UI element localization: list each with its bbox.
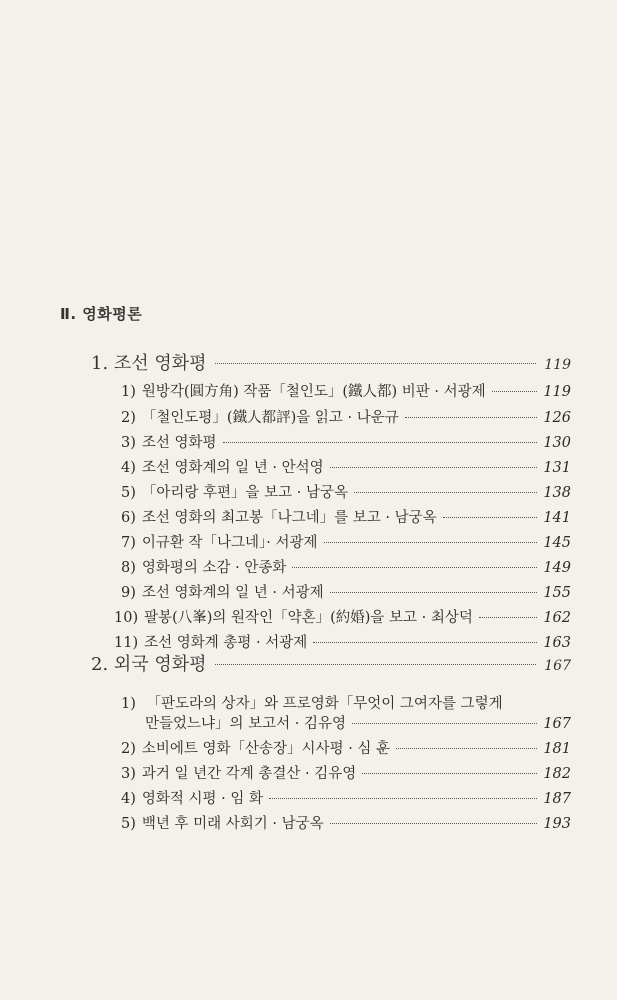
- leader-dots: [443, 517, 538, 518]
- entry-page-number: 119: [543, 384, 571, 400]
- entry-page-number: 138: [543, 485, 571, 501]
- entry-number: 4): [121, 460, 136, 476]
- leader-dots: [215, 363, 537, 364]
- toc-entry: [121, 586, 571, 601]
- entry-page-number: 126: [543, 410, 571, 426]
- entry-number: 3): [121, 435, 136, 451]
- entry-page-number: 181: [543, 741, 571, 757]
- entry-page-number: 162: [543, 610, 571, 626]
- toc-entry: [121, 511, 571, 526]
- leader-dots: [330, 823, 538, 824]
- leader-dots: [215, 664, 537, 665]
- entry-title: 조선 영화계 총평 · 서광제: [144, 635, 308, 651]
- entry-page-number: 141: [543, 510, 571, 526]
- leader-dots: [405, 417, 538, 418]
- entry-number: 8): [121, 560, 136, 576]
- entry-page-number: 193: [543, 816, 571, 832]
- entry-page-number: 131: [543, 460, 571, 476]
- leader-dots: [492, 391, 538, 392]
- leader-dots: [354, 492, 537, 493]
- leader-dots: [292, 567, 537, 568]
- section-page-number: 167: [544, 658, 571, 674]
- entry-page-number: 145: [543, 535, 571, 551]
- leader-dots: [330, 467, 538, 468]
- entry-title: 조선 영화계의 일 년 · 안석영: [141, 460, 324, 476]
- entry-number: 5): [121, 485, 136, 501]
- leader-dots: [269, 798, 537, 799]
- entry-number: 2): [121, 741, 136, 757]
- section-label: 2. 외국 영화평: [91, 654, 207, 675]
- entry-number: 9): [121, 585, 136, 601]
- entry-page-number: 155: [543, 585, 571, 601]
- entry-number: 6): [121, 510, 136, 526]
- leader-dots: [223, 442, 538, 443]
- leader-dots: [362, 773, 537, 774]
- toc-entry: [121, 767, 571, 782]
- entry-number: 3): [121, 766, 136, 782]
- toc-entry: [121, 385, 571, 400]
- leader-dots: [324, 542, 538, 543]
- entry-number: 1): [121, 384, 136, 400]
- entry-title: 조선 영화의 최고봉「나그네」를 보고 · 남궁옥: [141, 510, 437, 526]
- entry-title: 조선 영화평: [141, 435, 217, 451]
- entry-number: 11): [114, 635, 139, 651]
- entry-number: 10): [114, 610, 139, 626]
- entry-page-number: 182: [543, 766, 571, 782]
- entry-title: 영화적 시평 · 임 화: [141, 791, 263, 807]
- entry-title-line1: 「판도라의 상자」와 프로영화「무엇이 그여자를 그렇게: [146, 696, 503, 712]
- entry-title: 원방각(圓方角) 작품「철인도」(鐵人都) 비판 · 서광제: [141, 384, 486, 400]
- entry-number: 1): [121, 696, 136, 712]
- entry-number: 4): [121, 791, 136, 807]
- entry-number: 2): [121, 410, 136, 426]
- entry-title: 「철인도평」(鐵人都評)을 읽고 · 나운규: [141, 410, 399, 426]
- entry-page-number: 163: [543, 635, 571, 651]
- toc-entry: [121, 792, 571, 807]
- entry-page-number: 167: [543, 716, 571, 732]
- entry-title: 만들었느냐」의 보고서 · 김유영: [145, 716, 347, 732]
- leader-dots: [313, 642, 537, 643]
- entry-title: 과거 일 년간 각계 총결산 · 김유영: [141, 766, 357, 782]
- leader-dots: [396, 748, 537, 749]
- section-heading: [91, 650, 571, 676]
- part-title: Ⅱ. 영화평론: [60, 305, 143, 323]
- entry-title: 소비에트 영화「산송장」시사평 · 심 훈: [141, 741, 391, 757]
- toc-entry: [121, 461, 571, 476]
- toc-entry: [121, 411, 571, 426]
- toc-entry: [121, 536, 571, 551]
- entry-title: 영화평의 소감 · 안종화: [141, 560, 287, 576]
- entry-title: 조선 영화계의 일 년 · 서광제: [141, 585, 324, 601]
- entry-page-number: 149: [543, 560, 571, 576]
- entry-page-number: 130: [543, 435, 571, 451]
- entry-title: 「아리랑 후편」을 보고 · 남궁옥: [141, 485, 349, 501]
- section-label: 1. 조선 영화평: [91, 353, 207, 374]
- section-page-number: 119: [544, 357, 571, 373]
- toc-entry: [145, 717, 571, 732]
- entry-title: 팔봉(八峯)의 원작인「약혼」(約婚)을 보고 · 최상덕: [144, 610, 473, 626]
- toc-entry: [121, 486, 571, 501]
- toc-entry: [114, 611, 571, 626]
- toc-entry: [121, 436, 571, 451]
- leader-dots: [352, 723, 537, 724]
- toc-entry: [121, 742, 571, 757]
- entry-title: 백년 후 미래 사회기 · 남궁옥: [141, 816, 324, 832]
- toc-entry-first-line: [121, 692, 503, 713]
- entry-title: 이규환 작「나그네」· 서광제: [141, 535, 318, 551]
- toc-entry: [121, 561, 571, 576]
- toc-entry: [121, 817, 571, 832]
- entry-number: 7): [121, 535, 136, 551]
- entry-number: 5): [121, 816, 136, 832]
- section-heading: [91, 349, 571, 375]
- leader-dots: [479, 617, 537, 618]
- leader-dots: [330, 592, 538, 593]
- entry-page-number: 187: [543, 791, 571, 807]
- toc-entry: [114, 636, 571, 651]
